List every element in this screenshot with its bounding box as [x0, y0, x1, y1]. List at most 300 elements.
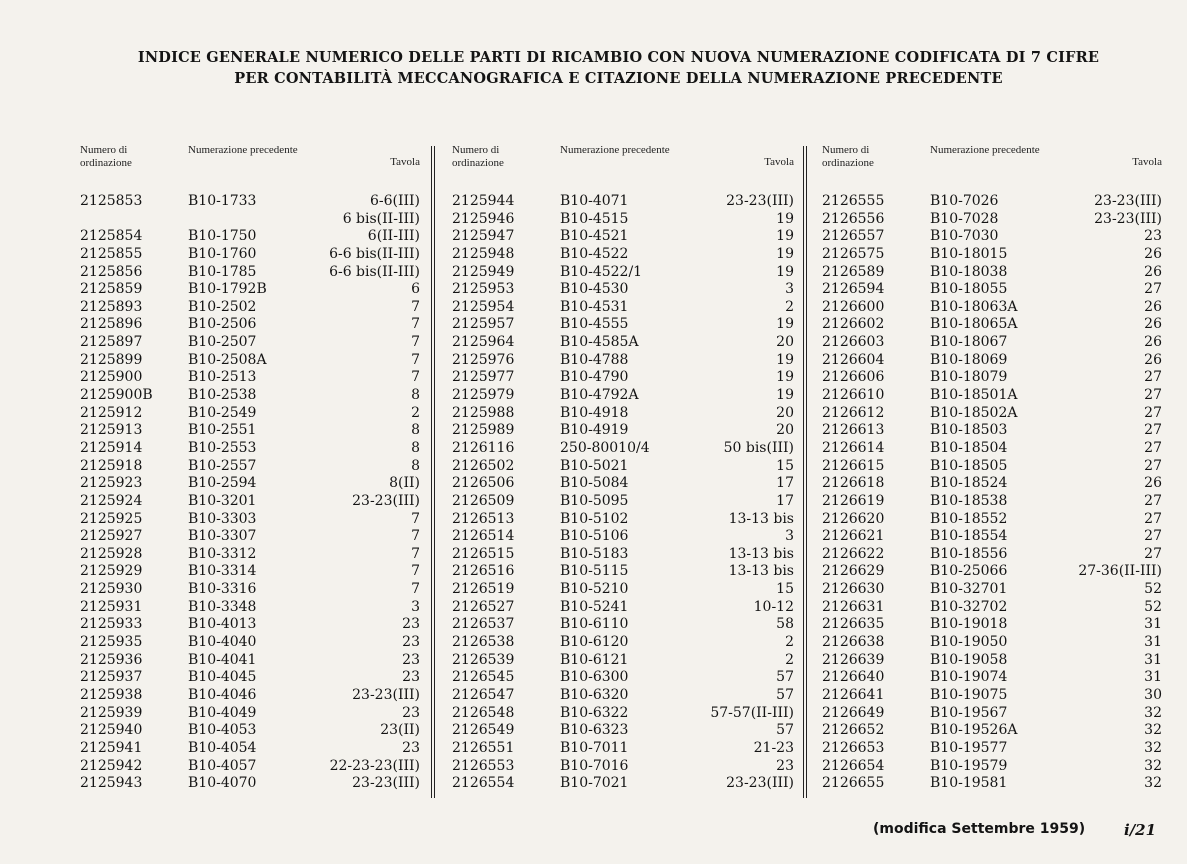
table-row	[820, 652, 1162, 670]
previous-number: B10-6323	[560, 722, 629, 739]
part-number: 2125935	[80, 634, 143, 651]
previous-number: B10-18505	[930, 457, 1008, 474]
tavola-value: 15	[776, 581, 794, 598]
table-row	[450, 616, 794, 634]
part-number: 2126649	[822, 704, 885, 721]
part-number: 2125939	[80, 704, 143, 721]
previous-number: B10-4046	[188, 686, 257, 703]
part-number: 2125948	[452, 245, 515, 262]
tavola-value: 19	[776, 263, 794, 280]
previous-number: B10-3303	[188, 510, 257, 527]
tavola-value: 27	[1144, 369, 1162, 386]
table-row	[450, 422, 794, 440]
tavola-value: 23-23(III)	[352, 775, 420, 792]
tavola-value: 17	[776, 475, 794, 492]
previous-number: B10-18538	[930, 492, 1008, 509]
tavola-value: 2	[785, 651, 794, 668]
previous-number: B10-25066	[930, 563, 1008, 580]
previous-number: B10-2557	[188, 457, 257, 474]
table-row	[820, 705, 1162, 723]
table-row	[78, 493, 420, 511]
previous-number: B10-19567	[930, 704, 1008, 721]
table-row	[78, 599, 420, 617]
part-number: 2126554	[452, 775, 515, 792]
table-row	[78, 511, 420, 529]
previous-number: B10-6121	[560, 651, 629, 668]
part-number: 2126519	[452, 581, 515, 598]
header-tavola: Tavola	[764, 156, 794, 168]
previous-number: B10-18079	[930, 369, 1008, 386]
tavola-value: 10-12	[753, 598, 794, 615]
previous-number: B10-1785	[188, 263, 257, 280]
part-number: 2126639	[822, 651, 885, 668]
previous-number: B10-3312	[188, 545, 257, 562]
tavola-value: 23	[402, 634, 420, 651]
tavola-value: 57-57(II-III)	[710, 704, 794, 721]
part-number: 2125899	[80, 351, 143, 368]
previous-number: B10-19581	[930, 775, 1008, 792]
tavola-value: 23-23(III)	[726, 775, 794, 792]
table-row	[450, 669, 794, 687]
previous-number: B10-19579	[930, 757, 1008, 774]
tavola-value: 27	[1144, 510, 1162, 527]
previous-number: B10-19075	[930, 686, 1008, 703]
tavola-value: 13-13 bis	[728, 563, 794, 580]
part-number: 2125893	[80, 298, 143, 315]
previous-number: B10-18552	[930, 510, 1008, 527]
previous-number: B10-4053	[188, 722, 257, 739]
part-number: 2125947	[452, 228, 515, 245]
previous-number: B10-18069	[930, 351, 1008, 368]
table-row	[78, 211, 420, 229]
tavola-value: 26	[1144, 245, 1162, 262]
table-row	[450, 281, 794, 299]
part-number: 2125949	[452, 263, 515, 280]
previous-number: B10-7021	[560, 775, 629, 792]
previous-number: B10-4045	[188, 669, 257, 686]
part-number: 2125930	[80, 581, 143, 598]
tavola-value: 27	[1144, 422, 1162, 439]
table-row	[820, 264, 1162, 282]
table-row	[820, 546, 1162, 564]
tavola-value: 27	[1144, 492, 1162, 509]
table-row	[820, 687, 1162, 705]
part-number: 2126116	[452, 439, 515, 456]
table-row	[450, 722, 794, 740]
tavola-value: 30	[1144, 686, 1162, 703]
index-column-1	[78, 142, 420, 793]
part-number: 2126621	[822, 528, 885, 545]
tavola-value: 27	[1144, 404, 1162, 421]
table-row	[450, 511, 794, 529]
tavola-value: 3	[411, 598, 420, 615]
tavola-value: 23-23(III)	[352, 686, 420, 703]
table-row	[820, 211, 1162, 229]
previous-number: B10-4522/1	[560, 263, 643, 280]
table-row	[78, 458, 420, 476]
previous-number: B10-2549	[188, 404, 257, 421]
table-row	[78, 246, 420, 264]
part-number: 2126547	[452, 686, 515, 703]
table-row	[820, 458, 1162, 476]
table-row	[78, 722, 420, 740]
tavola-value: 8	[411, 387, 420, 404]
tavola-value: 17	[776, 492, 794, 509]
table-row	[450, 652, 794, 670]
column-divider	[431, 146, 435, 798]
tavola-value: 50 bis(III)	[723, 439, 794, 456]
tavola-value: 31	[1144, 651, 1162, 668]
page-number: i/21	[1124, 821, 1157, 839]
previous-number: B10-2508A	[188, 351, 267, 368]
document-title-line-1: INDICE GENERALE NUMERICO DELLE PARTI DI RICAMBIO CON NUOVA NUMERAZIONE CODIFICATA DI 7 CIFRE	[137, 49, 1100, 66]
table-row	[450, 387, 794, 405]
tavola-value: 2	[785, 298, 794, 315]
previous-number: B10-7016	[560, 757, 629, 774]
tavola-value: 6-6(III)	[369, 193, 420, 209]
previous-number: B10-18503	[930, 422, 1008, 439]
previous-number: B10-4555	[560, 316, 629, 333]
tavola-value: 7	[411, 510, 420, 527]
previous-number: B10-5115	[560, 563, 629, 580]
part-number: 2126557	[822, 228, 885, 245]
tavola-value: 20	[776, 404, 794, 421]
part-number: 2125937	[80, 669, 143, 686]
table-row	[78, 264, 420, 282]
part-number: 2125896	[80, 316, 143, 333]
part-number: 2126610	[822, 387, 885, 404]
part-number: 2126575	[822, 245, 885, 262]
part-number: 2126515	[452, 545, 515, 562]
previous-number: B10-3348	[188, 598, 257, 615]
tavola-value: 57	[776, 686, 794, 703]
part-number: 2125989	[452, 422, 515, 439]
previous-number: B10-2502	[188, 298, 257, 315]
part-number: 2125964	[452, 334, 515, 351]
part-number: 2126600	[822, 298, 885, 315]
previous-number: B10-4041	[188, 651, 257, 668]
table-row	[78, 316, 420, 334]
tavola-value: 32	[1144, 757, 1162, 774]
table-row	[820, 387, 1162, 405]
table-row	[78, 705, 420, 723]
table-row	[78, 652, 420, 670]
previous-number: B10-19050	[930, 634, 1008, 651]
tavola-value: 23-23(III)	[1094, 210, 1162, 227]
table-row	[78, 740, 420, 758]
table-row	[78, 669, 420, 687]
part-number: 2126640	[822, 669, 885, 686]
part-number: 2125855	[80, 245, 143, 262]
previous-number: B10-18504	[930, 439, 1008, 456]
header-numero: Numero di ordinazione	[452, 144, 504, 169]
previous-number: B10-4057	[188, 757, 257, 774]
table-row	[820, 193, 1162, 211]
part-number: 2125941	[80, 739, 143, 756]
index-rows	[450, 193, 794, 793]
table-row	[78, 281, 420, 299]
previous-number: B10-4792A	[560, 387, 639, 404]
part-number: 2126614	[822, 439, 885, 456]
tavola-value: 32	[1144, 722, 1162, 739]
part-number: 2126589	[822, 263, 885, 280]
tavola-value: 27	[1144, 457, 1162, 474]
table-row	[78, 334, 420, 352]
part-number: 2126620	[822, 510, 885, 527]
table-row	[450, 405, 794, 423]
table-row	[450, 687, 794, 705]
table-row	[450, 299, 794, 317]
previous-number: B10-6110	[560, 616, 629, 633]
tavola-value: 58	[776, 616, 794, 633]
previous-number: B10-4530	[560, 281, 629, 298]
part-number: 2125854	[80, 228, 143, 245]
part-number: 2125942	[80, 757, 143, 774]
previous-number: B10-19526A	[930, 722, 1018, 739]
table-row	[78, 440, 420, 458]
previous-number: B10-7026	[930, 193, 999, 209]
previous-number: B10-18063A	[930, 298, 1018, 315]
part-number: 2126619	[822, 492, 885, 509]
part-number: 2126538	[452, 634, 515, 651]
part-number: 2126631	[822, 598, 885, 615]
part-number: 2125900	[80, 369, 143, 386]
previous-number: B10-2553	[188, 439, 257, 456]
table-row	[78, 634, 420, 652]
tavola-value: 26	[1144, 316, 1162, 333]
part-number: 2126551	[452, 739, 515, 756]
tavola-value: 31	[1144, 616, 1162, 633]
tavola-value: 23	[402, 616, 420, 633]
tavola-value: 7	[411, 316, 420, 333]
part-number: 2125925	[80, 510, 143, 527]
table-row	[820, 511, 1162, 529]
tavola-value: 19	[776, 351, 794, 368]
column-header	[820, 142, 1162, 184]
part-number: 2126612	[822, 404, 885, 421]
part-number: 2126630	[822, 581, 885, 598]
tavola-value: 27	[1144, 387, 1162, 404]
table-row	[78, 352, 420, 370]
previous-number: B10-3201	[188, 492, 257, 509]
tavola-value: 23	[402, 651, 420, 668]
tavola-value: 6-6 bis(II-III)	[329, 263, 420, 280]
table-row	[820, 246, 1162, 264]
table-row	[820, 616, 1162, 634]
previous-number: B10-18524	[930, 475, 1008, 492]
table-row	[820, 475, 1162, 493]
part-number: 2126655	[822, 775, 885, 792]
previous-number: B10-4790	[560, 369, 629, 386]
table-row	[78, 528, 420, 546]
tavola-value: 6(II-III)	[367, 228, 420, 245]
part-number: 2125988	[452, 404, 515, 421]
previous-number: B10-2506	[188, 316, 257, 333]
table-row	[78, 299, 420, 317]
part-number: 2126615	[822, 457, 885, 474]
table-row	[78, 387, 420, 405]
previous-number: B10-2513	[188, 369, 257, 386]
previous-number: B10-18556	[930, 545, 1008, 562]
tavola-value: 13-13 bis	[728, 545, 794, 562]
tavola-value: 26	[1144, 334, 1162, 351]
part-number: 2125918	[80, 457, 143, 474]
tavola-value: 8	[411, 422, 420, 439]
tavola-value: 19	[776, 316, 794, 333]
part-number: 2125943	[80, 775, 143, 792]
part-number: 2126594	[822, 281, 885, 298]
tavola-value: 23-23(III)	[726, 193, 794, 209]
table-row	[450, 740, 794, 758]
table-row	[820, 775, 1162, 793]
previous-number: B10-18502A	[930, 404, 1018, 421]
part-number: 2125900B	[80, 387, 153, 404]
table-row	[450, 211, 794, 229]
previous-number: B10-5210	[560, 581, 629, 598]
column-header	[78, 142, 420, 184]
part-number: 2126537	[452, 616, 515, 633]
table-row	[820, 599, 1162, 617]
table-row	[820, 334, 1162, 352]
part-number: 2125913	[80, 422, 143, 439]
part-number: 2126606	[822, 369, 885, 386]
part-number: 2126527	[452, 598, 515, 615]
table-row	[820, 316, 1162, 334]
index-column-3	[820, 142, 1162, 793]
previous-number: B10-2538	[188, 387, 257, 404]
part-number: 2126622	[822, 545, 885, 562]
tavola-value: 2	[785, 634, 794, 651]
tavola-value: 6 bis(II-III)	[342, 210, 420, 227]
tavola-value: 19	[776, 228, 794, 245]
part-number: 2125979	[452, 387, 515, 404]
tavola-value: 27	[1144, 528, 1162, 545]
previous-number: B10-7011	[560, 739, 629, 756]
previous-number: B10-1750	[188, 228, 257, 245]
tavola-value: 7	[411, 334, 420, 351]
previous-number: B10-7028	[930, 210, 999, 227]
tavola-value: 52	[1144, 581, 1162, 598]
part-number: 2126603	[822, 334, 885, 351]
tavola-value: 23-23(III)	[352, 492, 420, 509]
previous-number: B10-2507	[188, 334, 257, 351]
table-row	[450, 528, 794, 546]
part-number: 2126514	[452, 528, 515, 545]
previous-number: B10-4070	[188, 775, 257, 792]
part-number: 2125938	[80, 686, 143, 703]
tavola-value: 3	[785, 528, 794, 545]
table-row	[78, 475, 420, 493]
table-row	[820, 634, 1162, 652]
table-row	[78, 546, 420, 564]
tavola-value: 52	[1144, 598, 1162, 615]
table-row	[820, 740, 1162, 758]
part-number: 2125853	[80, 193, 143, 209]
table-row	[78, 616, 420, 634]
table-row	[820, 581, 1162, 599]
tavola-value: 27	[1144, 545, 1162, 562]
table-row	[820, 422, 1162, 440]
part-number: 2125931	[80, 598, 143, 615]
previous-number: B10-6120	[560, 634, 629, 651]
tavola-value: 26	[1144, 475, 1162, 492]
table-row	[78, 422, 420, 440]
tavola-value: 23	[402, 739, 420, 756]
tavola-value: 32	[1144, 775, 1162, 792]
table-row	[820, 369, 1162, 387]
part-number: 2125957	[452, 316, 515, 333]
table-row	[820, 228, 1162, 246]
header-numerazione: Numerazione precedente	[930, 144, 1040, 156]
tavola-value: 22-23-23(III)	[329, 757, 420, 774]
tavola-value: 7	[411, 528, 420, 545]
previous-number: B10-5241	[560, 598, 629, 615]
tavola-value: 27	[1144, 439, 1162, 456]
part-number: 2126641	[822, 686, 885, 703]
previous-number: B10-1733	[188, 193, 257, 209]
table-row	[450, 316, 794, 334]
document-title-line-2: PER CONTABILITÀ MECCANOGRAFICA E CITAZIONE DELLA NUMERAZIONE PRECEDENTE	[234, 70, 1003, 87]
previous-number: B10-4013	[188, 616, 257, 633]
tavola-value: 21-23	[753, 739, 794, 756]
previous-number: B10-18065A	[930, 316, 1018, 333]
header-tavola: Tavola	[390, 156, 420, 168]
index-rows	[78, 193, 420, 793]
tavola-value: 2	[411, 404, 420, 421]
table-row	[450, 546, 794, 564]
column-header	[450, 142, 794, 184]
tavola-value: 19	[776, 245, 794, 262]
previous-number: B10-19018	[930, 616, 1008, 633]
previous-number: B10-18038	[930, 263, 1008, 280]
tavola-value: 8	[411, 439, 420, 456]
table-row	[450, 369, 794, 387]
part-number: 2126553	[452, 757, 515, 774]
part-number: 2126545	[452, 669, 515, 686]
tavola-value: 7	[411, 369, 420, 386]
part-number: 2125927	[80, 528, 143, 545]
table-row	[820, 669, 1162, 687]
table-row	[450, 634, 794, 652]
previous-number: B10-4918	[560, 404, 629, 421]
tavola-value: 27-36(II-III)	[1078, 563, 1162, 580]
part-number: 2125923	[80, 475, 143, 492]
table-row	[820, 440, 1162, 458]
part-number: 2125924	[80, 492, 143, 509]
tavola-value: 23	[776, 757, 794, 774]
previous-number: B10-4919	[560, 422, 629, 439]
table-row	[450, 334, 794, 352]
table-row	[450, 246, 794, 264]
previous-number: B10-4515	[560, 210, 629, 227]
tavola-value: 27	[1144, 281, 1162, 298]
part-number: 2125977	[452, 369, 515, 386]
previous-number: B10-5183	[560, 545, 629, 562]
header-tavola: Tavola	[1132, 156, 1162, 168]
table-row	[78, 581, 420, 599]
table-row	[450, 563, 794, 581]
part-number: 2125940	[80, 722, 143, 739]
table-row	[820, 405, 1162, 423]
table-row	[450, 264, 794, 282]
previous-number: 250-80010/4	[560, 439, 650, 456]
part-number: 2126638	[822, 634, 885, 651]
part-number: 2126513	[452, 510, 515, 527]
part-number: 2125944	[452, 193, 515, 209]
header-numerazione: Numerazione precedente	[560, 144, 670, 156]
previous-number: B10-2551	[188, 422, 257, 439]
tavola-value: 26	[1144, 351, 1162, 368]
